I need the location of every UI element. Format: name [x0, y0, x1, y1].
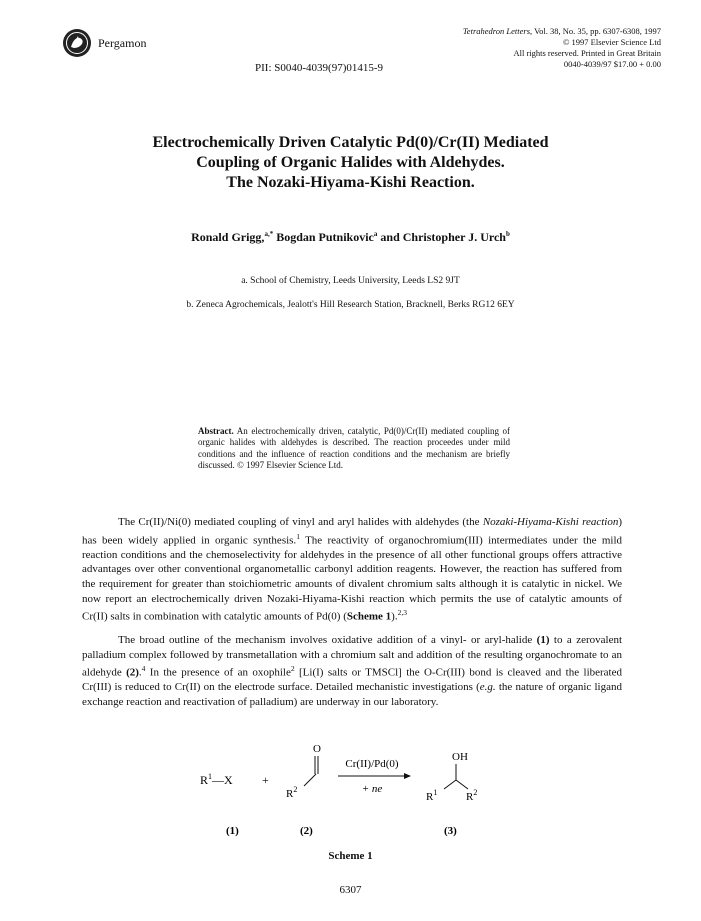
- compound-label-3: (3): [444, 825, 457, 837]
- affiliation-b: b. Zeneca Agrochemicals, Jealott's Hill Research Station, Bracknell, Berks RG12 6EY: [186, 300, 515, 310]
- scheme-caption: Scheme 1: [328, 850, 373, 862]
- reactant-r1: $R^1—X$: [200, 772, 233, 787]
- aldehyde-bond: [304, 774, 316, 786]
- journal-info: [361, 26, 661, 70]
- product-bond: [444, 780, 456, 789]
- product-bond: [456, 780, 468, 789]
- article-title: Electrochemically Driven Catalytic Pd(0)/Cr(II) Mediated Coupling of Organic Halides with Aldehydes. The Nozaki-Hiyama-Kishi Reaction.: [152, 134, 549, 191]
- journal-citation: Tetrahedron Letters, Vol. 38, No. 35, pp. 6307-6308, 1997: [462, 26, 661, 36]
- compound-label-1: (1): [226, 825, 239, 837]
- abstract-label: Abstract.: [198, 426, 234, 436]
- product-r2: $R^2$: [466, 788, 478, 803]
- affiliation-a: a. School of Chemistry, Leeds University, Leeds LS2 9JT: [241, 276, 460, 286]
- rights-line: All rights reserved. Printed in Great Britain: [513, 48, 661, 58]
- plus-sign: +: [262, 773, 269, 787]
- reference-marker: 1: [296, 531, 300, 541]
- reference-marker: 4: [141, 664, 146, 674]
- publisher-logo-icon: [62, 28, 92, 58]
- copyright-line: © 1997 Elsevier Science Ltd: [562, 37, 661, 47]
- author-name: Bogdan Putnikovic: [276, 230, 374, 244]
- abstract: [198, 426, 510, 471]
- publisher-name: Pergamon: [98, 36, 147, 50]
- product-oh: OH: [452, 751, 468, 763]
- pii-identifier: PII: S0040-4039(97)01415-9: [255, 62, 384, 74]
- issn-price-line: 0040-4039/97 $17.00 + 0.00: [563, 59, 661, 69]
- abstract-text: An electrochemically driven, catalytic, Pd(0)/Cr(II) mediated coupling of organic halides with aldehydes is described. The reaction proceedes under mild conditions and the influence of reaction conditions and the mechanism are briefly discussed. © 1997 Elsevier Science Ltd.: [198, 426, 510, 470]
- author-name: Ronald Grigg,: [191, 230, 265, 244]
- author-name: Christopher J. Urch: [402, 230, 506, 244]
- reaction-scheme: [200, 742, 520, 842]
- aldehyde-r2: $R^2$: [286, 785, 298, 800]
- body-paragraph-1: The Cr(II)/Ni(0) mediated coupling of vinyl and aryl halides with aldehydes (the Nozaki-Hiyama-Kishi reaction) has been widely applied in organic synthesis.$^1$ The reactivity of organochromium(III) intermediates under the mild reaction conditions and the chemoselectivity for aldehydes in the presence of all other functional groups offers attractive advantages over other conventional organometallic carbonyl addition reagents. However, the reaction has suffered from the requirement for greater than stoichiometric amounts of divalent chromium salts although it is catalytic in nickel. We now report an electrochemically driven Nozaki-Hiyama-Kishi reaction which permits the use of catalytic amounts of Cr(II) salts in combination with catalytic amounts of Pd(0) (Scheme 1).$^{2,3}$: [82, 516, 622, 623]
- compound-label-2: (2): [300, 825, 313, 837]
- page-number: 6307: [339, 884, 362, 896]
- reference-marker: 2,3: [397, 608, 407, 618]
- product-r1: $R^1$: [426, 788, 438, 803]
- reagent-top: Cr(II)/Pd(0): [345, 758, 399, 770]
- body-paragraph-2: The broad outline of the mechanism involves oxidative addition of a vinyl- or aryl-halide (1) to a zerovalent palladium complex followed by transmetallation with a chromium salt and addition of the resulting organochromate to an aldehyde (2).$^4$ In the presence of an oxophile$^2$ [Li(I) salts or TMSCl] the O-Cr(III) bond is cleaved and the liberated Cr(III) is reduced to Cr(II) on the electrode surface. Detailed mechanistic investigations (e.g. the nature of organic ligand exchange reaction and reactivation of palladium) are underway in our laboratory.: [82, 634, 623, 709]
- author-list: Ronald Grigg,$^{a,*}$ Bogdan Putnikovic$^a$ and Christopher J. Urch$^b$: [191, 230, 510, 244]
- reagent-bottom: + ne: [361, 783, 383, 795]
- aldehyde-oxygen: O: [313, 743, 321, 755]
- reference-marker: 2: [290, 664, 295, 674]
- reaction-arrow-head: [404, 773, 411, 779]
